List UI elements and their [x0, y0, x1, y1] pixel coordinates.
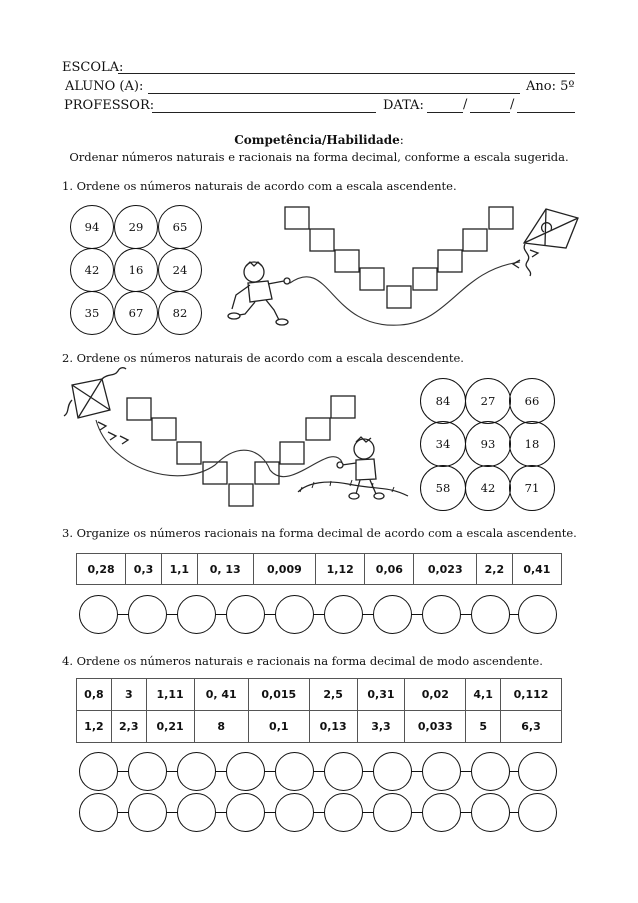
- q4-answer-circle[interactable]: [128, 752, 167, 791]
- q4-answer-circle[interactable]: [79, 793, 118, 832]
- q3-answer-circle[interactable]: [226, 595, 265, 634]
- q4-answer-circle[interactable]: [128, 793, 167, 832]
- q2-answer-box[interactable]: [255, 462, 279, 484]
- q4-answer-circle[interactable]: [518, 752, 557, 791]
- q4-value: 3,3: [357, 711, 405, 743]
- q4-answer-circle[interactable]: [275, 793, 314, 832]
- q3-answer-circle[interactable]: [128, 595, 167, 634]
- q3-value: 0, 13: [197, 554, 253, 585]
- q1-number: 65: [158, 205, 202, 249]
- q1-number: 24: [158, 248, 202, 292]
- q2-answer-box[interactable]: [331, 396, 355, 418]
- q4-value: 0,21: [146, 711, 194, 743]
- q3-answer-circle[interactable]: [422, 595, 461, 634]
- q4-answer-circle[interactable]: [177, 752, 216, 791]
- q4-answer-circle[interactable]: [373, 752, 412, 791]
- q3-value: 0,009: [253, 554, 316, 585]
- q3-answer-circle[interactable]: [177, 595, 216, 634]
- q1-number: 67: [114, 291, 158, 335]
- q3-answer-circle[interactable]: [373, 595, 412, 634]
- q4-answer-circle[interactable]: [275, 752, 314, 791]
- competence-text: Ordenar números naturais e racionais na forma decimal, conforme a escala sugerida.: [69, 150, 569, 164]
- q2-number: 34: [420, 421, 466, 467]
- q4-value: 0,13: [309, 711, 357, 743]
- q4-answer-circle[interactable]: [324, 752, 363, 791]
- q4-answer-circle[interactable]: [226, 752, 265, 791]
- q2-number: 93: [465, 421, 511, 467]
- q4-value: 0,31: [357, 679, 405, 711]
- q3-answer-circle[interactable]: [324, 595, 363, 634]
- q3-value: 0,023: [414, 554, 477, 585]
- q3-prompt: 3. Organize os números racionais na forma decimal de acordo com a escala ascendente.: [62, 526, 577, 540]
- q2-answer-box[interactable]: [152, 418, 176, 440]
- q4-value: 0,015: [248, 679, 309, 711]
- q4-values-table: [76, 678, 562, 743]
- q2-number: 66: [509, 378, 555, 424]
- q4-answer-circle[interactable]: [422, 793, 461, 832]
- q3-answer-circle[interactable]: [518, 595, 557, 634]
- q4-answer-circle[interactable]: [324, 793, 363, 832]
- date-label: DATA:: [383, 98, 424, 113]
- q3-value: 0,3: [126, 554, 162, 585]
- q1-number: 42: [70, 248, 114, 292]
- q1-number: 82: [158, 291, 202, 335]
- teacher-label: PROFESSOR:: [64, 98, 155, 113]
- q4-answer-circle[interactable]: [79, 752, 118, 791]
- q2-number: 18: [509, 421, 555, 467]
- q4-value: 5: [466, 711, 501, 743]
- q2-answer-box[interactable]: [280, 442, 304, 464]
- q1-number: 94: [70, 205, 114, 249]
- q4-value: 6,3: [501, 711, 562, 743]
- q2-answer-box[interactable]: [229, 484, 253, 506]
- q4-answer-circle[interactable]: [471, 752, 510, 791]
- school-label: ESCOLA:: [62, 60, 124, 75]
- date-slash-2: /: [510, 97, 515, 112]
- student-label: ALUNO (A):: [65, 79, 144, 94]
- q4-answer-circle[interactable]: [471, 793, 510, 832]
- q4-answer-circle[interactable]: [226, 793, 265, 832]
- q3-value: 0,06: [365, 554, 414, 585]
- q2-number: 84: [420, 378, 466, 424]
- q2-number: 27: [465, 378, 511, 424]
- q4-value: 0,112: [501, 679, 562, 711]
- q3-value: 1,12: [316, 554, 365, 585]
- q3-answer-circle[interactable]: [79, 595, 118, 634]
- q1-number: 29: [114, 205, 158, 249]
- q4-answer-circle[interactable]: [177, 793, 216, 832]
- q3-answer-circle[interactable]: [275, 595, 314, 634]
- competence-title: Competência/Habilidade: [234, 133, 400, 147]
- q2-answer-box[interactable]: [306, 418, 330, 440]
- q4-value: 8: [194, 711, 248, 743]
- q1-number: 16: [114, 248, 158, 292]
- q4-value: 0,1: [248, 711, 309, 743]
- q3-value: 1,1: [161, 554, 197, 585]
- q3-value: 0,28: [77, 554, 126, 585]
- q2-answer-box[interactable]: [177, 442, 201, 464]
- q3-value: 2,2: [476, 554, 512, 585]
- q4-value: 0, 41: [194, 679, 248, 711]
- q3-answer-circle[interactable]: [471, 595, 510, 634]
- q4-value: 0,8: [77, 679, 112, 711]
- q3-values-table: [76, 553, 562, 585]
- competence-colon: :: [399, 133, 404, 147]
- q2-prompt: 2. Ordene os números naturais de acordo com a escala descendente.: [62, 351, 464, 365]
- q2-answer-box[interactable]: [127, 398, 151, 420]
- year-label: Ano: 5º: [526, 79, 575, 94]
- q2-number: 58: [420, 465, 466, 511]
- q1-prompt: 1. Ordene os números naturais de acordo com a escala ascendente.: [62, 179, 457, 193]
- q2-number: 42: [465, 465, 511, 511]
- q4-value: 2,5: [309, 679, 357, 711]
- q4-prompt: 4. Ordene os números naturais e racionais na forma decimal de modo ascendente.: [62, 654, 543, 668]
- q4-value: 0,02: [405, 679, 466, 711]
- date-slash-1: /: [463, 97, 468, 112]
- q4-value: 2,3: [111, 711, 146, 743]
- q4-value: 3: [111, 679, 146, 711]
- q1-number: 35: [70, 291, 114, 335]
- q3-value: 0,41: [512, 554, 561, 585]
- q4-value: 1,11: [146, 679, 194, 711]
- q4-answer-circle[interactable]: [422, 752, 461, 791]
- q4-answer-circle[interactable]: [373, 793, 412, 832]
- q4-value: 0,033: [405, 711, 466, 743]
- q2-number: 71: [509, 465, 555, 511]
- q4-value: 4,1: [466, 679, 501, 711]
- q4-value: 1,2: [77, 711, 112, 743]
- q4-answer-circle[interactable]: [518, 793, 557, 832]
